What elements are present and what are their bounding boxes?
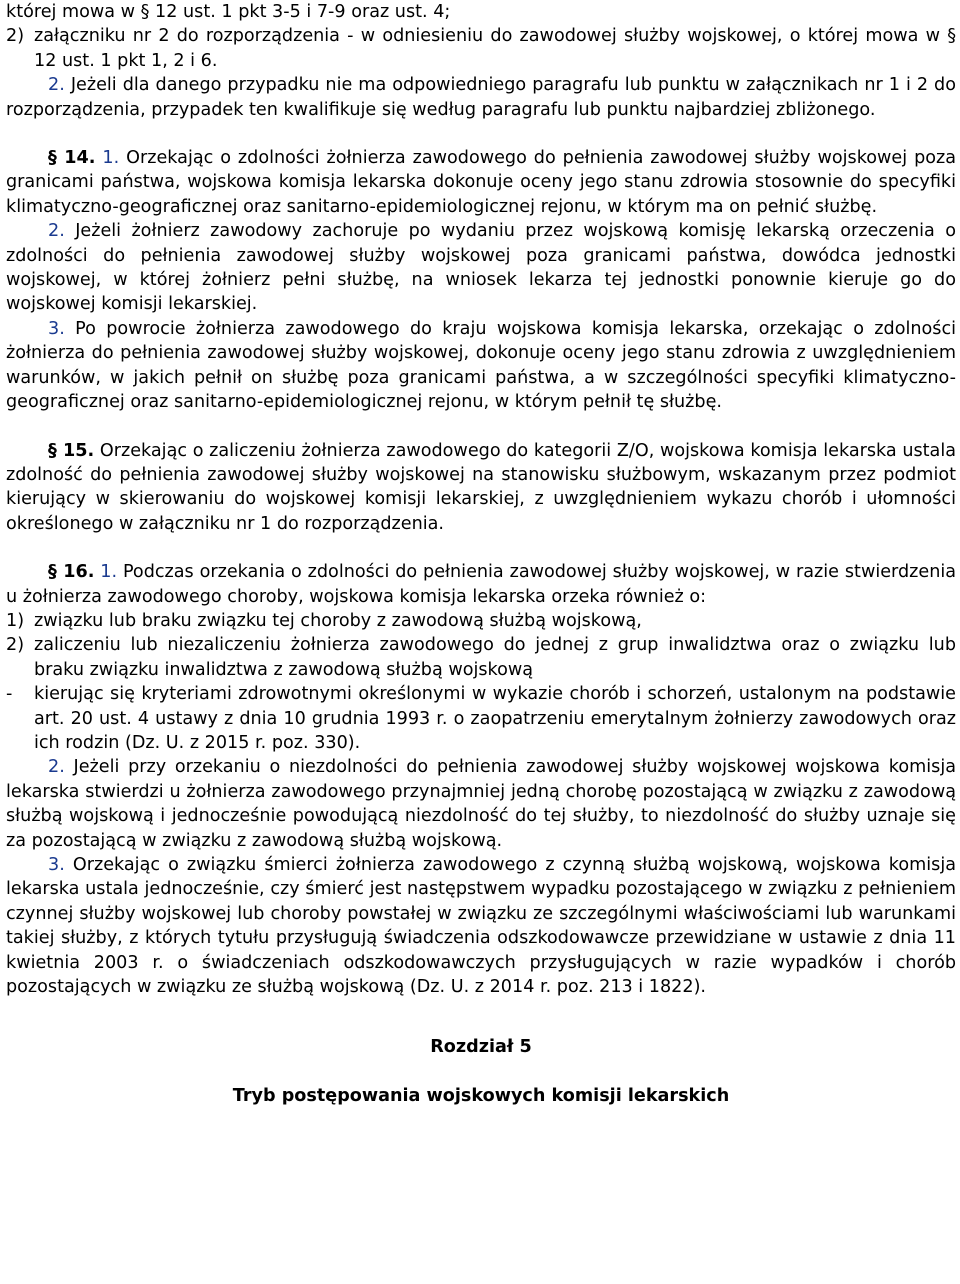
continuation-line: której mowa w § 12 ust. 1 pkt 3-5 i 7-9 oraz ust. 4;: [6, 2, 451, 22]
paragraph-number: 1.: [100, 562, 118, 583]
list-item: [6, 609, 956, 633]
paragraph-text: Orzekając o zdolności żołnierza zawodowego do pełnienia zawodowej służby wojskowej poza granicami państwa, wojskowa komisja lekarska dokonuje oceny jego stanu zdrowia stosownie do specyfiki klimatyczno-geograficznej oraz sanitarno-epidemiologicznej rejonu, w którym ma on pełnić służbę.: [6, 148, 957, 217]
list-number: 2): [6, 635, 25, 656]
list-number: 2): [6, 26, 25, 47]
list-item: [6, 24, 956, 73]
section-15: [6, 439, 956, 537]
paragraph-number: 2.: [48, 757, 65, 778]
paragraph-number: 2.: [48, 75, 65, 96]
section-14-paragraph-2: [6, 219, 956, 317]
dash-marker: -: [6, 684, 13, 705]
document-page: [6, 0, 956, 1108]
paragraph: [6, 73, 956, 122]
paragraph-number: 3.: [48, 855, 65, 875]
chapter-title: Tryb postępowania wojskowych komisji lekarskich: [232, 1085, 730, 1106]
dash-item: [6, 682, 956, 755]
paragraph-text: Orzekając o związku śmierci żołnierza zawodowego z czynną służbą wojskową, wojskowa komisja lekarska ustala jednocześnie, czy śmierć jest następstwem wypadku pozostającego w związku z pełnieniem czynnej służby wojskowej lub choroby powstałej w związku ze szczególnymi właściwościami lub warunkami takiej służby, z których tytułu przysługują świadczenia odszkodowawcze przewidziane w ustawie z dnia 11 kwietnia 2003 r. o świadczeniach odszkodowawczych przysługujących w razie wypadków i chorób pozostających w związku ze służbą wojskową (Dz. U. z 2014 r. poz. 213 i 1822).: [6, 855, 956, 998]
list-item: [6, 633, 956, 682]
paragraph-text: Jeżeli żołnierz zawodowy zachoruje po wydaniu przez wojskową komisję lekarską orzeczenia o zdolności do pełnienia zawodowej służby wojskowej poza granicami państwa, dowódca jednostki wojskowej, w której żołnierz pełni służbę, na wniosek lekarza tej jednostki ponownie kieruje go do wojskowej komisji lekarskiej.: [6, 221, 957, 315]
section-16-paragraph-3: [6, 853, 956, 999]
paragraph-number: 1.: [102, 148, 120, 169]
paragraph-text: Orzekając o zaliczeniu żołnierza zawodowego do kategorii Z/O, wojskowa komisja lekarska ustala zdolność do pełnienia zawodowej służby wojskowej na stanowisku służbowym, wskazanym przez podmiot kierujący w skierowaniu do wojskowej komisji lekarskiej, z uwzględnieniem wykazu chorób i ułomności określonego w załączniku nr 1 do rozporządzenia.: [6, 440, 957, 534]
paragraph-text: Podczas orzekania o zdolności do pełnienia zawodowej służby wojskowej, w razie stwierdzenia u żołnierza zawodowego choroby, wojskowa komisja lekarska orzeka również o:: [6, 562, 957, 607]
dash-text: kierując się kryteriami zdrowotnymi określonymi w wykazie chorób i schorzeń, ustalonym na podstawie art. 20 ust. 4 ustawy z dnia 10 grudnia 1993 r. o zaopatrzeniu emerytalnym żołnierzy zawodowych oraz ich rodzin (Dz. U. z 2015 r. poz. 330).: [34, 684, 956, 753]
paragraph-number: 3.: [48, 318, 65, 339]
list-text: zaliczeniu lub niezaliczeniu żołnierza zawodowego do jednej z grup inwalidztwa oraz o związku lub braku związku inwalidztwa z zawodową służbą wojskową: [34, 635, 956, 680]
section-16-paragraph-1: [6, 560, 956, 609]
section-14-paragraph-1: [6, 146, 956, 219]
paragraph-number: 2.: [48, 221, 65, 242]
list-text: załączniku nr 2 do rozporządzenia - w odniesieniu do zawodowej służby wojskowej, o której mowa w § 12 ust. 1 pkt 1, 2 i 6.: [34, 26, 956, 71]
section-16-paragraph-2: [6, 755, 956, 853]
paragraph-text: Jeżeli dla danego przypadku nie ma odpowiedniego paragrafu lub punktu w załącznikach nr 1 i 2 do rozporządzenia, przypadek ten kwalifikuje się według paragrafu lub punktu najbardziej zbliżonego.: [6, 75, 956, 120]
paragraph-text: Po powrocie żołnierza zawodowego do kraju wojskowa komisja lekarska, orzekając o zdolności żołnierza do pełnienia zawodowej służby wojskowej, dokonuje oceny jego stanu zdrowia z uwzględnieniem warunków, w jakich pełnił on służbę poza granicami państwa, a w szczególności specyfiki klimatyczno-geograficznej oraz sanitarno-epidemiologicznej rejonu, w którym pełnił tę służbę.: [6, 318, 957, 413]
section-label: § 14.: [48, 148, 96, 169]
chapter-number: Rozdział 5: [430, 1037, 532, 1058]
section-label: § 15.: [48, 440, 95, 461]
section-14-paragraph-3: [6, 317, 956, 415]
paragraph-text: Jeżeli przy orzekaniu o niezdolności do pełnienia zawodowej służby wojskowej wojskowa komisja lekarska stwierdzi u żołnierza zawodowego przynajmniej jedną chorobę pozostającą w związku z zawodową służbą wojskową i jednocześnie powodującą niezdolność do tej służby, to niezdolność do służby uznaje się za pozostającą w związku z zawodową służbą wojskową.: [6, 757, 956, 851]
section-label: § 16.: [48, 562, 95, 583]
list-number: 1): [6, 610, 25, 631]
list-text: związku lub braku związku tej choroby z zawodową służbą wojskową,: [34, 610, 642, 631]
